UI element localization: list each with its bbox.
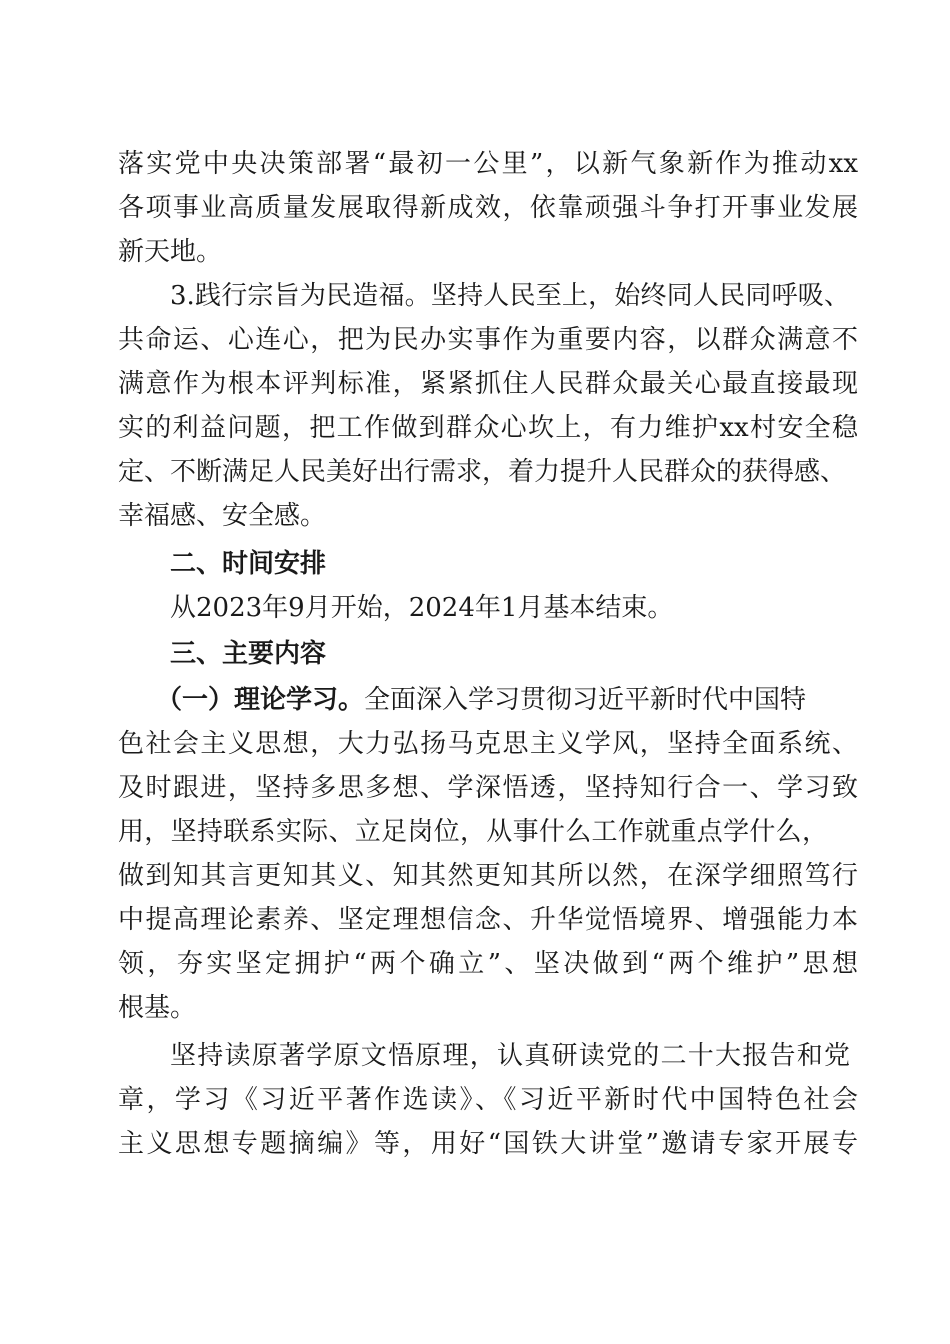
paragraph-line: 领，夯实坚定拥护“两个确立”、坚决做到“两个维护”思想 xyxy=(118,949,858,979)
paragraph-line: 主义思想专题摘编》等，用好“国铁大讲堂”邀请专家开展专 xyxy=(118,1129,858,1159)
paragraph-line xyxy=(156,678,828,722)
section-heading: 三、主要内容 xyxy=(170,639,327,669)
paragraph-line: 落实党中央决策部署“最初一公里”，以新气象新作为推动xx xyxy=(118,149,858,179)
paragraph-line: 用，坚持联系实际、立足岗位，从事什么工作就重点学什么， xyxy=(118,817,828,847)
paragraph-text: 全面深入学习贯彻习近平新时代中国特 xyxy=(364,685,807,715)
paragraph-line: 实的利益问题，把工作做到群众心坎上，有力维护xx村安全稳 xyxy=(118,413,858,443)
paragraph-line: 幸福感、安全感。 xyxy=(118,501,327,531)
paragraph-line: 3.践行宗旨为民造福。坚持人民至上，始终同人民同呼吸、 xyxy=(170,281,850,311)
paragraph-line: 新天地。 xyxy=(118,237,223,267)
paragraph-line: 坚持读原著学原文悟原理，认真研读党的二十大报告和党 xyxy=(170,1041,850,1071)
section-heading: 二、时间安排 xyxy=(170,549,327,579)
paragraph-line: 满意作为根本评判标准，紧紧抓住人民群众最关心最直接最现 xyxy=(118,369,858,399)
subsection-lead: （一）理论学习。 xyxy=(156,685,365,715)
paragraph-line: 章，学习《习近平著作选读》、《习近平新时代中国特色社会 xyxy=(118,1085,858,1115)
paragraph-line: 及时跟进，坚持多思多想、学深悟透，坚持知行合一、学习致 xyxy=(118,773,858,803)
paragraph-line: 共命运、心连心，把为民办实事作为重要内容，以群众满意不 xyxy=(118,325,858,355)
paragraph-line: 中提高理论素养、坚定理想信念、升华觉悟境界、增强能力本 xyxy=(118,905,858,935)
paragraph-line: 定、不断满足人民美好出行需求，着力提升人民群众的获得感、 xyxy=(118,457,847,487)
paragraph-line: 从2023年9月开始，2024年1月基本结束。 xyxy=(170,593,674,623)
paragraph-line: 做到知其言更知其义、知其然更知其所以然，在深学细照笃行 xyxy=(118,861,858,891)
paragraph-line: 各项事业高质量发展取得新成效，依靠顽强斗争打开事业发展 xyxy=(118,193,858,223)
paragraph-line: 根基。 xyxy=(118,993,197,1023)
paragraph-line: 色社会主义思想，大力弘扬马克思主义学风，坚持全面系统、 xyxy=(118,729,858,759)
